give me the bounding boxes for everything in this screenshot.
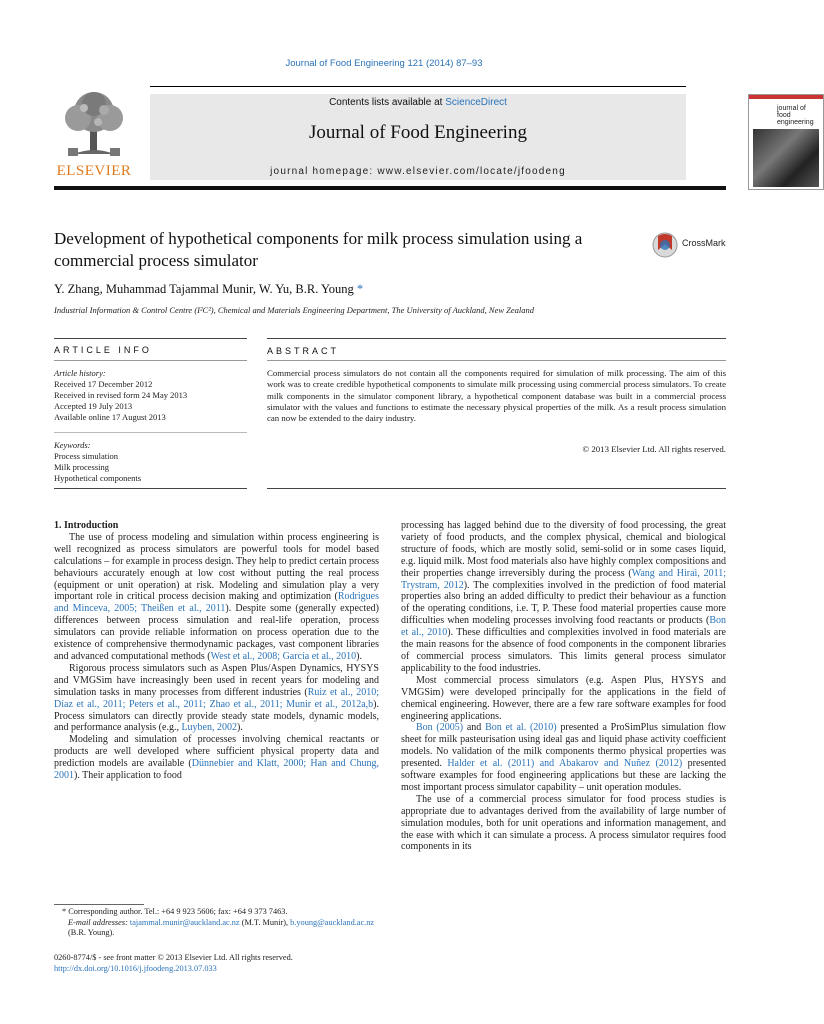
crossmark-label: CrossMark bbox=[682, 238, 726, 248]
affiliation: Industrial Information & Control Centre (I²C²), Chemical and Materials Engineering Department, The University of Auckland, New Zealand bbox=[54, 305, 535, 315]
masthead-top-rule bbox=[150, 86, 686, 87]
author-list bbox=[54, 282, 363, 297]
citation-link[interactable]: Luyben, 2002 bbox=[181, 722, 237, 734]
citation-link[interactable]: Bon et al. (2010) bbox=[485, 722, 557, 734]
history-received: Received 17 December 2012 bbox=[54, 379, 153, 389]
keyword-item: Hypothetical components bbox=[54, 473, 142, 483]
crossmark-icon bbox=[652, 230, 678, 260]
body-text: ). Despite some (generally expected) differences between process simulation and real-life operation, process simulators can provide reliable information on process operation due to the existence of comprehensive thermodynamic packages, vast component libraries and advanced computational methods ( bbox=[54, 603, 379, 662]
email-label: E-mail addresses: bbox=[68, 917, 128, 927]
abstract-text: Commercial process simulators do not contain all the components required for simulation of milk processing. The aim of this work was to create credible hypothetical components to simulate milk processing using commercial process simulators. To create milk components in the simulator component library, a hypothetical component database was built in a commercial process simulator with the values and functions to estimate the necessary physical properties of the milk. As a result process simulation can now be extended to the dairy industry. bbox=[267, 368, 726, 424]
citation-link[interactable]: Bon et al., 2010 bbox=[401, 615, 726, 639]
abstract-rule-top bbox=[267, 338, 726, 339]
paragraph bbox=[401, 520, 726, 675]
paragraph bbox=[401, 722, 726, 793]
contents-line bbox=[150, 97, 686, 108]
right-column bbox=[401, 520, 726, 853]
body-text: ). Process simulators can directly provide steady state models, dynamic models, and performance analysis (e.g., bbox=[54, 698, 379, 734]
section-heading: 1. Introduction bbox=[54, 520, 119, 531]
corresponding-author-mark[interactable]: * bbox=[356, 282, 364, 296]
footnote-rule bbox=[54, 904, 144, 905]
abstract-heading: ABSTRACT bbox=[267, 346, 340, 356]
body-text: ). Their application to food bbox=[74, 770, 182, 782]
journal-title: Journal of Food Engineering bbox=[309, 122, 527, 143]
body-text: The use of a commercial process simulator for food process studies is appropriate due to advantages derived from the availability of large number of simulation modules, both for unit operations and information management, and the ease with which it can simulate a process. A process simulator requires food components in its bbox=[401, 793, 726, 853]
citation-link[interactable]: Dünnebier and Klatt, 2000; Han and Chung, 2001 bbox=[54, 758, 380, 782]
citation-link[interactable]: Bon (2005) bbox=[416, 722, 464, 734]
body-text: Modeling and simulation of processes involving chemical reactants or products are well developed where sufficient physical property data and prediction models are available ( bbox=[54, 734, 379, 770]
citation-link[interactable]: Ruiz et al., 2010; Díaz et al., 2011; Peters et al., 2011; Zhao et al., 2011; Munir et al., 2012a,b bbox=[54, 686, 380, 710]
history-label: Article history: bbox=[54, 368, 106, 378]
elsevier-logo[interactable] bbox=[54, 90, 134, 182]
body-text: and bbox=[463, 722, 486, 734]
keyword-item: Process simulation bbox=[54, 451, 118, 461]
body-text: ). bbox=[237, 722, 243, 734]
journal-homepage[interactable]: journal homepage: www.elsevier.com/locate/jfoodeng bbox=[270, 166, 566, 177]
abstract-copyright: © 2013 Elsevier Ltd. All rights reserved. bbox=[582, 444, 726, 454]
body-text: presented a ProSimPlus simulation flow sheet for milk pasteurisation using ideal gas and liquid phase activity coefficient models. No validation of the milk components thermo physical properties was presented. bbox=[401, 722, 726, 770]
crossmark-badge[interactable] bbox=[652, 228, 732, 260]
body-text: ). The complexities involved in the prediction of food material properties also bring an added difficulty to predict their behaviour as a function of the operating conditions, i.e. T, P. These food material properties cause more difficulties when modeling processes involving food reactants or products ( bbox=[401, 579, 726, 627]
citation-link[interactable]: West et al., 2008; García et al., 2010 bbox=[210, 650, 357, 662]
cover-band bbox=[749, 95, 823, 99]
email-owner: (M.T. Munir), bbox=[239, 917, 291, 927]
paragraph bbox=[54, 663, 379, 734]
masthead-bottom-rule bbox=[54, 186, 726, 190]
tree-icon bbox=[54, 90, 134, 162]
history-revised: Received in revised form 24 May 2013 bbox=[54, 390, 188, 400]
info-rule-top bbox=[54, 338, 247, 339]
email-link[interactable]: tajammal.munir@auckland.ac.nz bbox=[129, 917, 240, 927]
body-text: Most commercial process simulators (e.g. Aspen Plus, HYSYS and VMGSim) were developed principally for the applications in the field of chemical engineering. However, there are a few rare software examples for food engineering applications. bbox=[401, 674, 726, 722]
sciencedirect-link[interactable]: ScienceDirect bbox=[445, 97, 507, 108]
authors-text: Y. Zhang, Muhammad Tajammal Munir, W. Yu, B.R. Young bbox=[54, 282, 354, 296]
cover-title: journal of food engineering bbox=[777, 105, 814, 126]
body-text: processing has lagged behind due to the diversity of food processing, the great variety of food products, and the complex physical, chemical and biological structure of foods, which are mostly solid, semi-solid or in some cases liquid, e.g. liquid milk. Most food materials also have highly complex compositions and their properties change irreversibly during the process ( bbox=[401, 520, 726, 579]
article-info-heading: ARTICLE INFO bbox=[54, 345, 152, 355]
article-history bbox=[54, 368, 247, 423]
citation-link[interactable]: Halder et al. (2011) and Abakarov and Nuñez (2012) bbox=[447, 758, 683, 770]
info-rule-keywords bbox=[54, 432, 247, 433]
info-rule-mid bbox=[54, 360, 247, 361]
info-rule-bottom bbox=[54, 488, 247, 489]
body-text: The use of process modeling and simulation within process engineering is well recognized as process simulators are powerful tools for model based calculations – for example in process design. They help to predict certain process behaviours accurately enough at low cost without putting the real process (equipment or unit operation) at risk. Modeling and simulation play a very important role in critical process decision making and optimization ( bbox=[54, 531, 379, 603]
paragraph bbox=[401, 794, 726, 854]
paragraph bbox=[401, 675, 726, 723]
body-text: Rigorous process simulators such as Aspen Plus/Aspen Dynamics, HYSYS and VMGSim have increasingly been used in recent years for modeling and simulation tasks in many processes from different industries ( bbox=[54, 662, 379, 698]
abstract-rule-bottom bbox=[267, 488, 726, 489]
abstract-rule-mid bbox=[267, 360, 726, 361]
cover-image bbox=[753, 129, 819, 187]
body-text: presented software examples for food engineering applications but these are lacking the most important process simulator capability – unit operation modules. bbox=[401, 758, 726, 793]
keywords bbox=[54, 440, 247, 484]
left-column bbox=[54, 520, 379, 782]
email-note bbox=[54, 918, 379, 939]
article-title: Development of hypothetical components for milk process simulation using a commercial process simulator bbox=[54, 229, 583, 270]
journal-banner bbox=[150, 94, 814, 180]
citation-link[interactable]: Wang and Hirai, 2011; Trystram, 2012 bbox=[401, 567, 726, 591]
doi-link[interactable]: http://dx.doi.org/10.1016/j.jfoodeng.2013.07.033 bbox=[54, 964, 217, 973]
issn-line: 0260-8774/$ - see front matter © 2013 Elsevier Ltd. All rights reserved. bbox=[54, 953, 293, 962]
email-link[interactable]: b.young@auckland.ac.nz bbox=[290, 917, 375, 927]
email-owner: (B.R. Young). bbox=[68, 928, 115, 937]
paragraph bbox=[54, 734, 379, 782]
contents-prefix: Contents lists available at bbox=[329, 97, 446, 108]
paragraph bbox=[54, 532, 379, 663]
body-text: ). These difficulties and complexities involved in food materials are the main reasons for the absence of food components in the component libraries of commercial process simulators. This limits general process simulator applicability to the food industries. bbox=[401, 627, 726, 674]
body-text: ). bbox=[356, 650, 363, 662]
journal-cover[interactable] bbox=[748, 94, 824, 190]
journal-masthead bbox=[54, 86, 814, 186]
history-online: Available online 17 August 2013 bbox=[54, 412, 166, 422]
keyword-item: Milk processing bbox=[54, 462, 110, 472]
keywords-label: Keywords: bbox=[54, 440, 91, 450]
history-accepted: Accepted 19 July 2013 bbox=[54, 401, 133, 411]
journal-citation[interactable]: Journal of Food Engineering 121 (2014) 87–93 bbox=[285, 58, 483, 69]
footnote bbox=[54, 907, 379, 939]
citation-link[interactable]: Rodrigues and Minceva, 2005; Theißen et al., 2011 bbox=[54, 591, 379, 615]
publisher-name: ELSEVIER bbox=[56, 163, 132, 179]
front-matter bbox=[54, 952, 293, 974]
corresponding-note: * Corresponding author. Tel.: +64 9 923 5606; fax: +64 9 373 7463. bbox=[62, 907, 288, 916]
